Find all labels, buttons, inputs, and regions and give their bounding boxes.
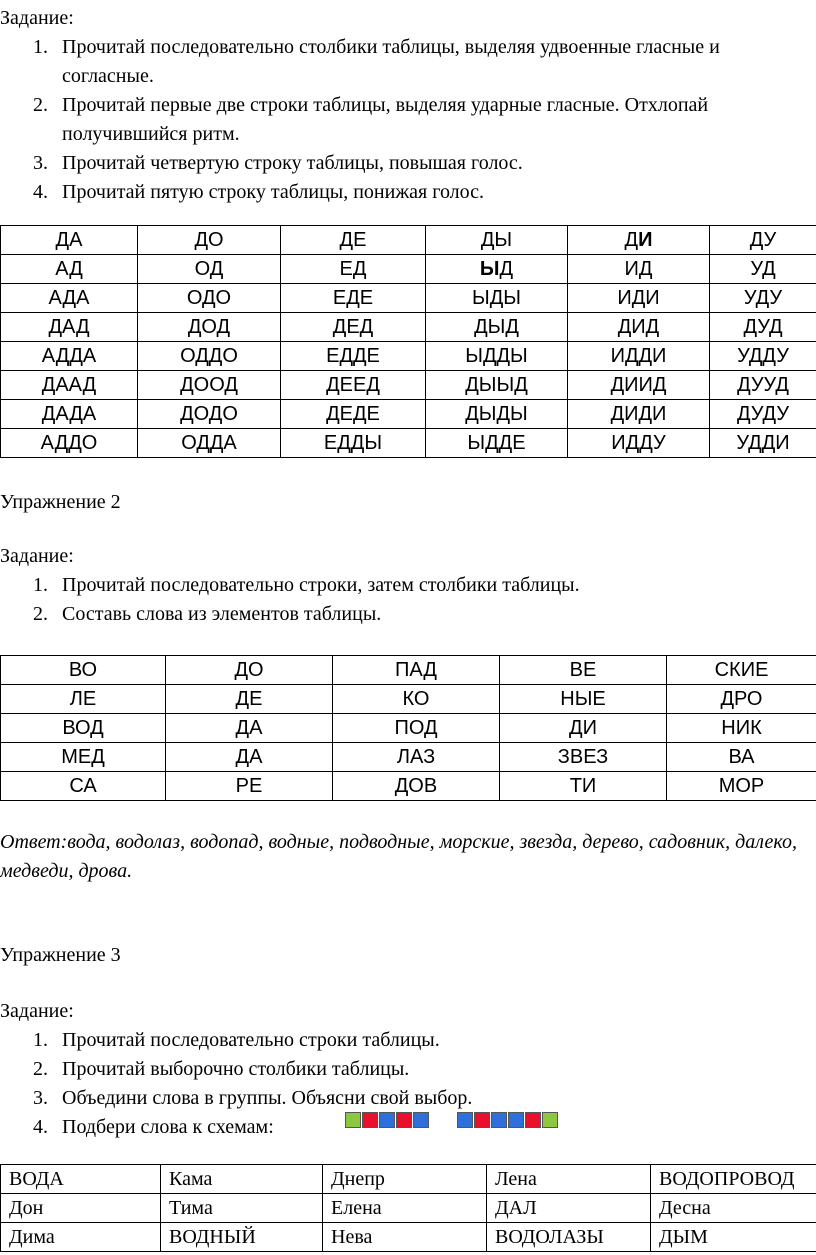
- task-item: [0, 1084, 816, 1113]
- table-row: [1, 429, 816, 458]
- accent-cell: [426, 255, 568, 284]
- table-cell: КО: [333, 685, 500, 714]
- ex2-answer: Ответ:вода, водолаз, водопад, водные, подводные, морские, звезда, дерево, садовник, далеко, медведи, дрова.: [0, 831, 797, 882]
- table-row: [1, 255, 816, 284]
- table-cell: ДЕЕД: [281, 371, 426, 400]
- table-row: [1, 226, 816, 255]
- table-cell: ДООД: [138, 371, 281, 400]
- schema-square: [345, 1112, 361, 1128]
- table-cell: ДОД: [138, 313, 281, 342]
- table-cell: АДДА: [1, 342, 138, 371]
- table-row: [1, 1165, 816, 1194]
- table-row: [1, 313, 816, 342]
- table-cell: НИК: [667, 714, 816, 743]
- table-cell: ИДДУ: [568, 429, 710, 458]
- table-cell: ЕДЕ: [281, 284, 426, 313]
- table-cell: ДИДИ: [568, 400, 710, 429]
- table-cell: Кама: [161, 1165, 323, 1194]
- table-row: [1, 342, 816, 371]
- task-text: Прочитай пятую строку таблицы, понижая голос.: [62, 181, 485, 203]
- table-cell: ИДДИ: [568, 342, 710, 371]
- task-number: 3.: [33, 1087, 48, 1109]
- task-item: [0, 1026, 816, 1055]
- table-cell: АД: [1, 255, 138, 284]
- table-cell: ДЫД: [426, 313, 568, 342]
- table-cell: Десна: [651, 1194, 816, 1223]
- schema-square: [362, 1112, 378, 1128]
- task-number: 2.: [33, 1058, 48, 1080]
- table-cell: УДУ: [710, 284, 816, 313]
- table-cell: ЗВЕЗ: [500, 743, 667, 772]
- table-cell: ДЕ: [166, 685, 333, 714]
- table-row: [1, 371, 816, 400]
- ex2-syllable-table: [0, 655, 816, 801]
- schema-square: [396, 1112, 412, 1128]
- task-number: 4.: [33, 1116, 48, 1138]
- table-cell: ОДДА: [138, 429, 281, 458]
- table-cell: ДА: [166, 743, 333, 772]
- ex1-task-list: [0, 33, 816, 207]
- table-cell: ПАД: [333, 656, 500, 685]
- table-row: [1, 400, 816, 429]
- ex3-task-label: Задание:: [0, 1000, 74, 1022]
- schema-square: [542, 1112, 558, 1128]
- schema-square: [379, 1112, 395, 1128]
- table-cell: ЫДЫ: [426, 284, 568, 313]
- schema-square: [508, 1112, 524, 1128]
- schema-square: [474, 1112, 490, 1128]
- task-number: 1.: [33, 36, 48, 58]
- table-cell: ВА: [667, 743, 816, 772]
- table-cell: ДЕДЕ: [281, 400, 426, 429]
- task-text: Подбери слова к схемам:: [62, 1116, 274, 1138]
- table-cell: ДАДА: [1, 400, 138, 429]
- task-text: Прочитай выборочно столбики таблицы.: [62, 1058, 410, 1080]
- table-cell: ДИД: [568, 313, 710, 342]
- ex1-task-label: Задание:: [0, 7, 74, 29]
- table-cell: ИД: [568, 255, 710, 284]
- table-row: [1, 1194, 816, 1223]
- stressed-vowel: И: [638, 229, 653, 251]
- task-item: [0, 178, 816, 207]
- table-cell: МЕД: [1, 743, 166, 772]
- table-cell: НЫЕ: [500, 685, 667, 714]
- table-cell: ДО: [166, 656, 333, 685]
- stressed-vowel: Ы: [479, 258, 500, 280]
- task-text: Прочитай последовательно столбики таблицы, выделяя удвоенные гласные и согласные.: [62, 36, 720, 87]
- table-cell: ЕД: [281, 255, 426, 284]
- table-cell: ЛЕ: [1, 685, 166, 714]
- table-cell: ДУДУ: [710, 400, 816, 429]
- task-number: 2.: [33, 603, 48, 625]
- table-cell: УДДУ: [710, 342, 816, 371]
- table-row: [1, 772, 816, 801]
- table-cell: ДАЛ: [487, 1194, 651, 1223]
- table-cell: АДДО: [1, 429, 138, 458]
- table-cell: ЛАЗ: [333, 743, 500, 772]
- task-number: 3.: [33, 152, 48, 174]
- task-item: [0, 600, 816, 629]
- table-cell: ДО: [138, 226, 281, 255]
- table-cell: Днепр: [323, 1165, 487, 1194]
- task-text: Прочитай четвертую строку таблицы, повышая голос.: [62, 152, 523, 174]
- table-cell: ДОВ: [333, 772, 500, 801]
- table-row: [1, 1223, 816, 1252]
- table-cell: Лена: [487, 1165, 651, 1194]
- ex2-task-label: Задание:: [0, 545, 74, 567]
- table-cell: ДААД: [1, 371, 138, 400]
- task-item: [0, 149, 816, 178]
- table-row: [1, 685, 816, 714]
- task-item: [0, 1055, 816, 1084]
- table-cell: ДЫ: [426, 226, 568, 255]
- ex2-task-list: [0, 571, 816, 629]
- task-number: 1.: [33, 1029, 48, 1051]
- table-cell: ДЫМ: [651, 1223, 816, 1252]
- table-row: [1, 284, 816, 313]
- schema-square: [457, 1112, 473, 1128]
- table-cell: ДУД: [710, 313, 816, 342]
- ex1-syllable-table: [0, 225, 816, 458]
- table-cell: ДИИД: [568, 371, 710, 400]
- table-cell: ПОД: [333, 714, 500, 743]
- table-cell: Дима: [1, 1223, 161, 1252]
- table-cell: ДАД: [1, 313, 138, 342]
- table-cell: ДЕД: [281, 313, 426, 342]
- table-cell: ДА: [166, 714, 333, 743]
- table-cell: СКИЕ: [667, 656, 816, 685]
- table-cell: ДУ: [710, 226, 816, 255]
- table-cell: ВОДА: [1, 1165, 161, 1194]
- task-text: Объедини слова в группы. Объясни свой выбор.: [62, 1087, 473, 1109]
- table-cell: ВЕ: [500, 656, 667, 685]
- table-cell: ЕДДЕ: [281, 342, 426, 371]
- task-text: Прочитай последовательно строки, затем столбики таблицы.: [62, 574, 580, 596]
- table-row: [1, 743, 816, 772]
- word-schema-1: [345, 1112, 430, 1128]
- table-cell: ОД: [138, 255, 281, 284]
- table-cell: Тима: [161, 1194, 323, 1223]
- word-schema-2: [457, 1112, 559, 1128]
- table-cell: ТИ: [500, 772, 667, 801]
- table-cell: Нева: [323, 1223, 487, 1252]
- ex2-heading: Упражнение 2: [0, 491, 121, 513]
- schema-square: [413, 1112, 429, 1128]
- table-cell: РЕ: [166, 772, 333, 801]
- table-cell: ОДДО: [138, 342, 281, 371]
- ex3-heading: Упражнение 3: [0, 944, 121, 966]
- table-row: [1, 714, 816, 743]
- table-row: [1, 656, 816, 685]
- table-cell: ВО: [1, 656, 166, 685]
- table-cell: МОР: [667, 772, 816, 801]
- task-item: [0, 91, 816, 149]
- task-number: 4.: [33, 181, 48, 203]
- table-cell: ОДО: [138, 284, 281, 313]
- table-cell: ДА: [1, 226, 138, 255]
- table-cell: ДЫЫД: [426, 371, 568, 400]
- table-cell: ВОДНЫЙ: [161, 1223, 323, 1252]
- task-item: [0, 571, 816, 600]
- table-cell: СА: [1, 772, 166, 801]
- table-cell: ВОДОПРОВОД: [651, 1165, 816, 1194]
- table-cell: ДУУД: [710, 371, 816, 400]
- accent-cell: [568, 226, 710, 255]
- schema-square: [491, 1112, 507, 1128]
- task-text: Прочитай первые две строки таблицы, выделяя ударные гласные. Отхлопай получившийся ритм.: [62, 94, 709, 145]
- table-cell: ЫДДЫ: [426, 342, 568, 371]
- table-cell: ЫДДЕ: [426, 429, 568, 458]
- task-item: [0, 33, 816, 91]
- table-cell: ЕДДЫ: [281, 429, 426, 458]
- syllable-part: Д: [624, 229, 639, 251]
- table-cell: ДЕ: [281, 226, 426, 255]
- task-text: Прочитай последовательно строки таблицы.: [62, 1029, 440, 1051]
- table-cell: ВОД: [1, 714, 166, 743]
- table-cell: УДДИ: [710, 429, 816, 458]
- table-cell: УД: [710, 255, 816, 284]
- table-cell: Елена: [323, 1194, 487, 1223]
- table-cell: ДОДО: [138, 400, 281, 429]
- ex3-word-table: [0, 1164, 816, 1252]
- schema-square: [525, 1112, 541, 1128]
- table-cell: ИДИ: [568, 284, 710, 313]
- table-cell: АДА: [1, 284, 138, 313]
- table-cell: Дон: [1, 1194, 161, 1223]
- task-number: 1.: [33, 574, 48, 596]
- table-cell: ДЫДЫ: [426, 400, 568, 429]
- table-cell: ДРО: [667, 685, 816, 714]
- syllable-part: Д: [499, 258, 514, 280]
- table-cell: ДИ: [500, 714, 667, 743]
- task-number: 2.: [33, 94, 48, 116]
- task-text: Составь слова из элементов таблицы.: [62, 603, 382, 625]
- table-cell: ВОДОЛАЗЫ: [487, 1223, 651, 1252]
